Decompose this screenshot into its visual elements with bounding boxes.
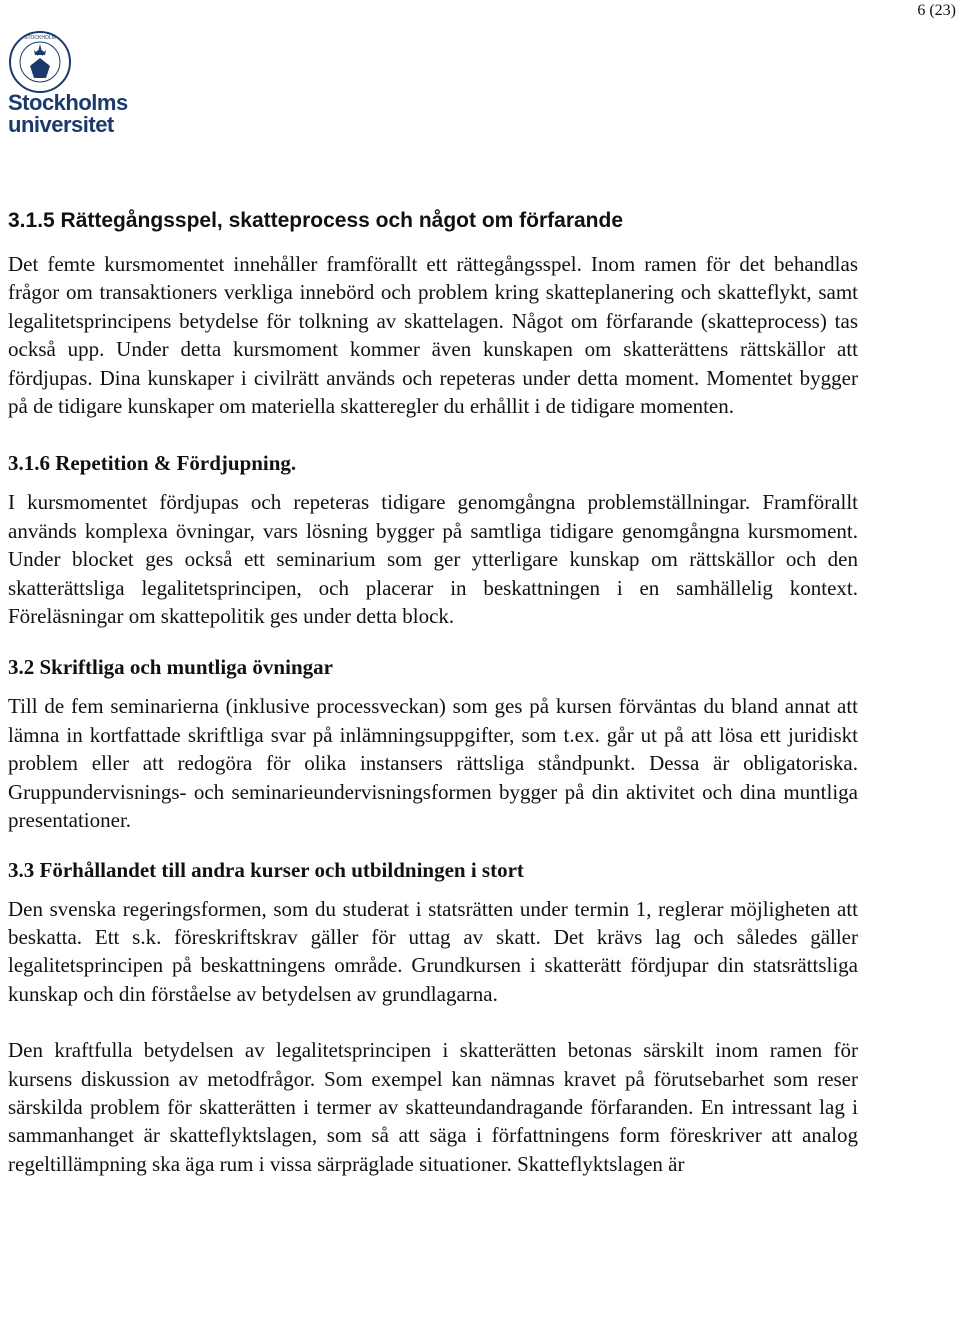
logo-line-2: universitet bbox=[8, 112, 114, 137]
section-paragraph: Den svenska regeringsformen, som du studerat i statsrätten under termin 1, reglerar möjligheten att beskatta. Ett s.k. föreskriftskrav gäller för uttag av skatt. Det krävs lag och således gäller legalitetsprincipen på beskattningens område. Grundkursen i skatterätt fördjupar din statsrättsliga kunskap och din förståelse av betydelsen av grundlagarna. bbox=[8, 896, 858, 1006]
document-content bbox=[8, 208, 858, 1178]
section-3-3 bbox=[8, 857, 858, 1179]
section-heading: 3.1.5 Rättegångsspel, skatteprocess och något om förfarande bbox=[8, 209, 624, 232]
section-heading: 3.2 Skriftliga och muntliga övningar bbox=[8, 655, 333, 680]
section-3-1-5 bbox=[8, 208, 858, 420]
section-3-1-6 bbox=[8, 450, 858, 630]
section-paragraph: I kursmomentet fördjupas och repeteras tidigare genomgångna problemställningar. Framförallt används komplexa övningar, vars lösning bygger på samtliga tidigare genomgångna kursmoment. Under blocket ges också ett seminarium som ger ytterligare kunskap om rättskällor och den skatterättsliga legalitetsprincipen, och placerar in beskattningen i en samhällelig kontext. Föreläsningar om skattepolitik ges under detta block. bbox=[8, 490, 858, 629]
logo-text bbox=[8, 92, 128, 136]
section-paragraph-2: Den kraftfulla betydelsen av legalitetsprincipen i skatterätten betonas särskilt inom ramen för kursens diskussion av metodfrågor. Som exempel kan nämnas kravet på förutsebarhet som reser särskilda problem för skatterätten i termer av skatteundandragande förfaranden. En intressant lag i sammanhanget är skatteflyktslagen, som så att säga i författningens form föreskriver att analog regeltillämpning ska äga rum i vissa särpräglade situationer. Skatteflyktslagen är bbox=[8, 1038, 858, 1176]
svg-text:STOCKHOLM: STOCKHOLM bbox=[24, 35, 56, 41]
university-seal-icon bbox=[8, 30, 72, 94]
university-logo bbox=[6, 30, 131, 137]
section-paragraph: Till de fem seminarierna (inklusive processveckan) som ges på kursen förväntas du bland annat att lämna in kortfattade skriftliga svar på inlämningsuppgifter, som t.ex. går ut på att lösa ett juridiskt problem eller att redogöra för olika instansers rättsliga ståndpunkt. Dessa är obligatoriska. Gruppundervisnings- och seminarieundervisningsformen bygger på din aktivitet och dina muntliga presentationer. bbox=[8, 694, 858, 833]
section-paragraph: Det femte kursmomentet innehåller framförallt ett rättegångsspel. Inom ramen för det behandlas frågor om transaktioners verkliga innebörd och problem kring skatteplanering och skatteflykt, samt legalitetsprincipens betydelse för tolkning av skattelagen. Något om förfarande (skatteprocess) tas också upp. Under detta kursmoment kommer även kunskapen om skatterättens rättskällor att fördjupas. Dina kunskaper i civilrätt används och repeteras under detta moment. Momentet bygger på de tidigare kunskaper om materiella skatteregler du erhållit i de tidigare momenten. bbox=[8, 252, 858, 419]
section-3-2 bbox=[8, 654, 858, 834]
section-heading: 3.1.6 Repetition & Fördjupning. bbox=[8, 451, 297, 476]
page-number: 6 (23) bbox=[917, 2, 956, 19]
logo-line-1: Stockholms bbox=[8, 90, 128, 115]
section-heading: 3.3 Förhållandet till andra kurser och utbildningen i stort bbox=[8, 857, 524, 882]
